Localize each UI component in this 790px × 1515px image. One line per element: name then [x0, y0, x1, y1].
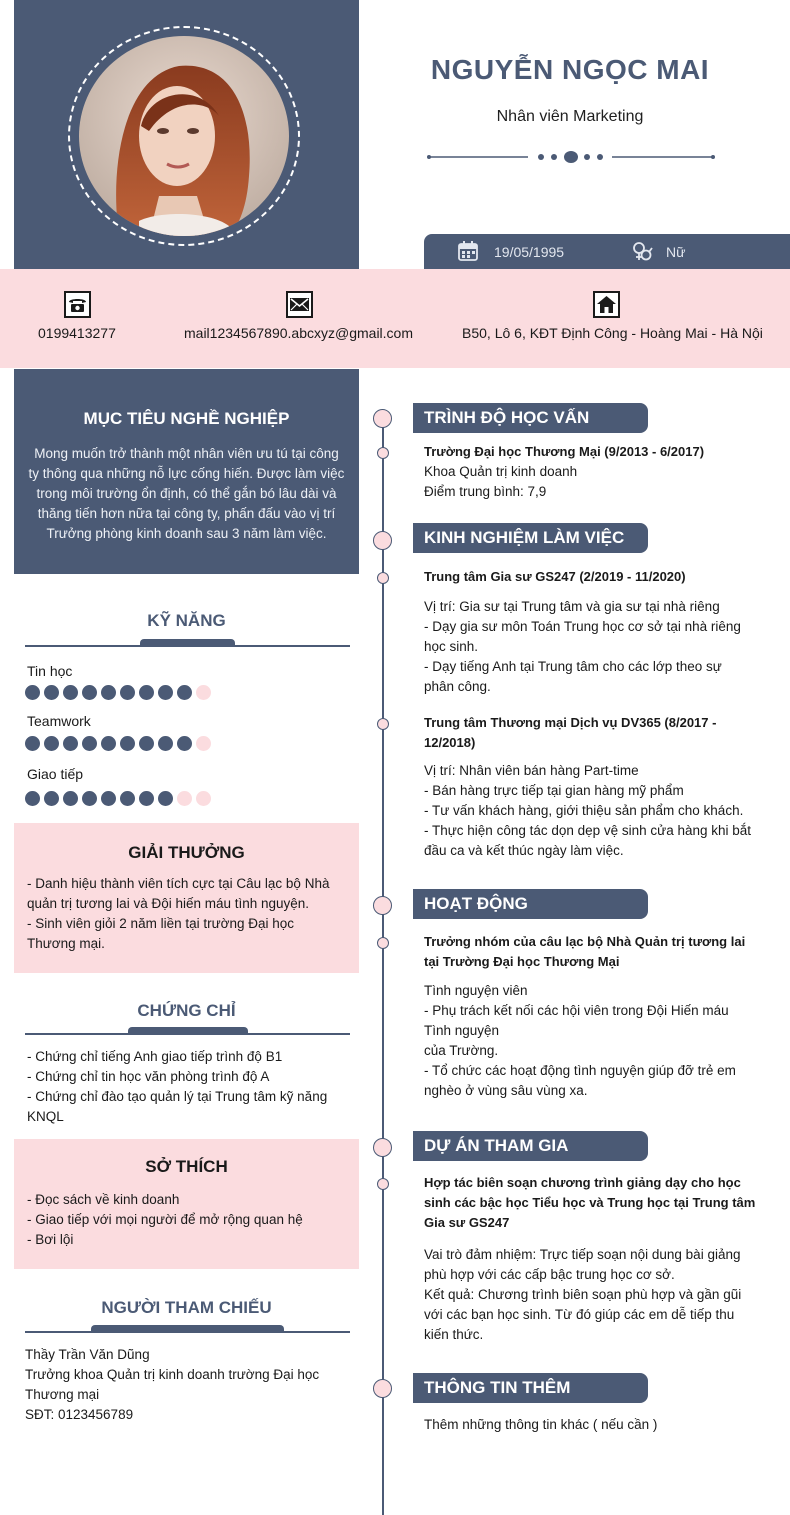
skill-dot-filled	[82, 791, 97, 806]
job-line: học sinh.	[424, 639, 479, 654]
objective-line: thăng tiến hơn nữa tại công ty, phấn đấu vào vị trí	[37, 506, 336, 521]
phone-number: 0199413277	[38, 325, 116, 341]
skill-dot-filled	[139, 736, 154, 751]
education-line: Khoa Quản trị kinh doanh	[424, 464, 578, 479]
skill-dot-filled	[177, 736, 192, 751]
activity-line: - Tổ chức các hoạt động tình nguyện giúp đỡ trẻ em	[424, 1063, 736, 1078]
timeline-node	[373, 896, 392, 915]
skill-dot-filled	[101, 736, 116, 751]
skill-label: Giao tiếp	[27, 766, 84, 782]
skill-dot-filled	[63, 685, 78, 700]
activity-line: Tình nguyện viên	[424, 983, 528, 998]
reference-line: SĐT: 0123456789	[25, 1407, 134, 1422]
project-heading	[424, 1173, 764, 1233]
activity-line: nghèo ở vùng sâu vùng xa.	[424, 1083, 588, 1098]
job-line: - Dạy gia sư môn Toán Trung học cơ sở tại nhà riêng	[424, 619, 741, 634]
job-company: Trung tâm Gia sư GS247 (2/2019 - 11/2020)	[424, 569, 686, 584]
references-rule	[25, 1331, 350, 1333]
skill-dot-filled	[44, 736, 59, 751]
certificate-line: - Chứng chỉ đào tạo quản lý tại Trung tâm kỹ năng	[27, 1089, 328, 1104]
personal-info-bar	[424, 234, 790, 270]
activity-heading	[424, 932, 764, 972]
reference-line: Trưởng khoa Quản trị kinh doanh trường Đại học	[25, 1367, 320, 1382]
references-title: NGƯỜI THAM CHIẾU	[101, 1298, 272, 1317]
timeline-subnode	[377, 718, 389, 730]
timeline-subnode	[377, 937, 389, 949]
references-text	[25, 1345, 350, 1425]
skills-rule	[25, 645, 350, 647]
skill-dot-empty	[177, 791, 192, 806]
education-line: Điểm trung bình: 7,9	[424, 484, 547, 499]
activity-line: Tình nguyện	[424, 1023, 500, 1038]
calendar-icon	[458, 241, 478, 261]
career-objective-title: MỤC TIÊU NGHỀ NGHIỆP	[83, 409, 290, 428]
phone-icon	[64, 291, 91, 318]
objective-line: trong môi trường ổn định, có thể gắn bó lâu dài và	[36, 486, 337, 501]
job-line: Vị trí: Gia sư tại Trung tâm và gia sư tại nhà riêng	[424, 599, 720, 614]
timeline-subnode	[377, 1178, 389, 1190]
email-address: mail1234567890.abcxyz@gmail.com	[184, 325, 413, 341]
skill-dot-filled	[63, 736, 78, 751]
candidate-name: NGUYỄN NGỌC MAI	[430, 54, 710, 85]
skills-title: KỸ NĂNG	[147, 611, 226, 630]
job-line: - Bán hàng trực tiếp tại gian hàng mỹ phẩm	[424, 783, 684, 798]
skill-dot-filled	[44, 791, 59, 806]
skill-dot-filled	[101, 791, 116, 806]
activities-header: HOẠT ĐỘNG	[413, 889, 648, 919]
contact-band	[0, 269, 790, 368]
awards-line: Thương mại.	[27, 936, 105, 951]
skill-dot-filled	[25, 736, 40, 751]
job-title: Nhân viên Marketing	[496, 108, 644, 125]
job-line: đầu ca và kết thúc ngày làm việc.	[424, 843, 624, 858]
activity-line: - Phụ trách kết nối các hội viên trong Đội Hiến máu	[424, 1003, 729, 1018]
activity-line: của Trường.	[424, 1043, 499, 1058]
job-details	[424, 761, 764, 861]
education-school: Trường Đại học Thương Mại (9/2013 - 6/2017)	[424, 444, 705, 459]
home-icon	[593, 291, 620, 318]
skill-dot-filled	[120, 685, 135, 700]
skill-dot-filled	[25, 791, 40, 806]
objective-line: Trưởng phòng kinh doanh sau 3 năm làm việc.	[46, 526, 327, 541]
activity-details	[424, 981, 764, 1101]
education-header: TRÌNH ĐỘ HỌC VẤN	[413, 403, 648, 433]
skill-dot-filled	[158, 736, 173, 751]
gender-icon	[631, 241, 653, 263]
skill-dot-empty	[196, 685, 211, 700]
timeline-node	[373, 1379, 392, 1398]
skill-dot-empty	[196, 736, 211, 751]
home-address: B50, Lô 6, KĐT Định Công - Hoàng Mai - Hà Nội	[462, 325, 763, 341]
skill-dot-empty	[196, 791, 211, 806]
header-divider	[426, 148, 716, 166]
project-heading-line: sinh các bậc học Tiểu học và Trung học tại Trung tâm	[424, 1195, 756, 1210]
project-line: với các bạn học sinh. Từ đó giúp các em dễ tiếp thu	[424, 1307, 735, 1322]
certificates-rule	[25, 1033, 350, 1035]
job-line: - Dạy tiếng Anh tại Trung tâm cho các lớp theo sự	[424, 659, 722, 674]
certificates-text	[27, 1047, 352, 1127]
skill-dot-filled	[63, 791, 78, 806]
project-details	[424, 1245, 764, 1345]
project-line: Vai trò đảm nhiệm: Trực tiếp soạn nội dung bài giảng	[424, 1247, 741, 1262]
job-company-line: 12/2018)	[424, 735, 476, 750]
hobby-line: - Đọc sách về kinh doanh	[27, 1192, 180, 1207]
skill-dot-filled	[82, 685, 97, 700]
certificate-line: - Chứng chỉ tiếng Anh giao tiếp trình độ B1	[27, 1049, 283, 1064]
career-objective-text	[28, 444, 345, 544]
job-line: Vị trí: Nhân viên bán hàng Part-time	[424, 763, 639, 778]
skill-label: Tin học	[27, 663, 73, 679]
awards-line: - Sinh viên giỏi 2 năm liền tại trường Đại học	[27, 916, 295, 931]
awards-line: quản trị tương lai và Đội hiến máu tình nguyện.	[27, 896, 310, 911]
timeline-node	[373, 409, 392, 428]
experience-header: KINH NGHIỆM LÀM VIỆC	[413, 523, 648, 553]
awards-line: - Danh hiệu thành viên tích cực tại Câu lạc bộ Nhà	[27, 876, 330, 891]
skill-dot-filled	[120, 736, 135, 751]
hobby-line: - Giao tiếp với mọi người để mở rộng quan hệ	[27, 1212, 303, 1227]
timeline-node	[373, 1138, 392, 1157]
skill-dot-filled	[25, 685, 40, 700]
reference-line: Thương mại	[25, 1387, 100, 1402]
skill-dot-filled	[44, 685, 59, 700]
objective-line: ty thông qua những nỗ lực cống hiến. Được làm việc	[28, 466, 345, 481]
avatar	[79, 36, 289, 236]
hobbies-text	[27, 1190, 352, 1250]
activity-heading-line: tại Trường Đại học Thương Mại	[424, 954, 620, 969]
job-details	[424, 597, 764, 697]
skill-dot-filled	[177, 685, 192, 700]
skill-dot-filled	[101, 685, 116, 700]
project-line: phù hợp với các cấp bậc trung học cơ sở.	[424, 1267, 675, 1282]
job-line: - Tư vấn khách hàng, giới thiệu sản phẩm cho khách.	[424, 803, 744, 818]
project-heading-line: Gia sư GS247	[424, 1215, 510, 1230]
birthday: 19/05/1995	[494, 244, 565, 260]
certificate-line: KNQL	[27, 1109, 64, 1124]
skill-dot-filled	[120, 791, 135, 806]
projects-header: DỰ ÁN THAM GIA	[413, 1131, 648, 1161]
timeline-subnode	[377, 572, 389, 584]
project-line: kiến thức.	[424, 1327, 484, 1342]
skill-dot-filled	[139, 791, 154, 806]
job-company-line: Trung tâm Thương mại Dịch vụ DV365 (8/2017 -	[424, 715, 717, 730]
career-objective-panel	[14, 369, 359, 574]
job-line: phân công.	[424, 679, 491, 694]
education-details	[424, 462, 764, 502]
timeline-subnode	[377, 447, 389, 459]
project-heading-line: Hợp tác biên soạn chương trình giảng dạy cho học	[424, 1175, 741, 1190]
objective-line: Mong muốn trở thành một nhân viên ưu tú tại công	[34, 446, 339, 461]
activity-heading-line: Trưởng nhóm của câu lạc bộ Nhà Quản trị tương lai	[424, 934, 746, 949]
awards-text	[27, 874, 352, 954]
certificate-line: - Chứng chỉ tin học văn phòng trình độ A	[27, 1069, 270, 1084]
hobbies-title: SỞ THÍCH	[145, 1157, 228, 1176]
skill-dot-filled	[82, 736, 97, 751]
email-icon	[286, 291, 313, 318]
job-line: - Thực hiện công tác dọn dẹp vệ sinh cửa hàng khi bắt	[424, 823, 752, 838]
job-company	[424, 713, 764, 753]
skill-label: Teamwork	[27, 713, 91, 729]
skill-dot-filled	[158, 685, 173, 700]
gender: Nữ	[666, 244, 686, 260]
timeline-node	[373, 531, 392, 550]
skill-dot-filled	[158, 791, 173, 806]
skill-dot-filled	[139, 685, 154, 700]
certificates-title: CHỨNG CHỈ	[137, 1001, 236, 1020]
awards-title: GIẢI THƯỞNG	[128, 843, 245, 862]
reference-line: Thầy Trần Văn Dũng	[25, 1347, 150, 1362]
hobby-line: - Bơi lội	[27, 1232, 74, 1247]
project-line: Kết quả: Chương trình biên soạn phù hợp và gần gũi	[424, 1287, 742, 1302]
more-info-text: Thêm những thông tin khác ( nếu cần )	[424, 1417, 658, 1432]
more-info-header: THÔNG TIN THÊM	[413, 1373, 648, 1403]
